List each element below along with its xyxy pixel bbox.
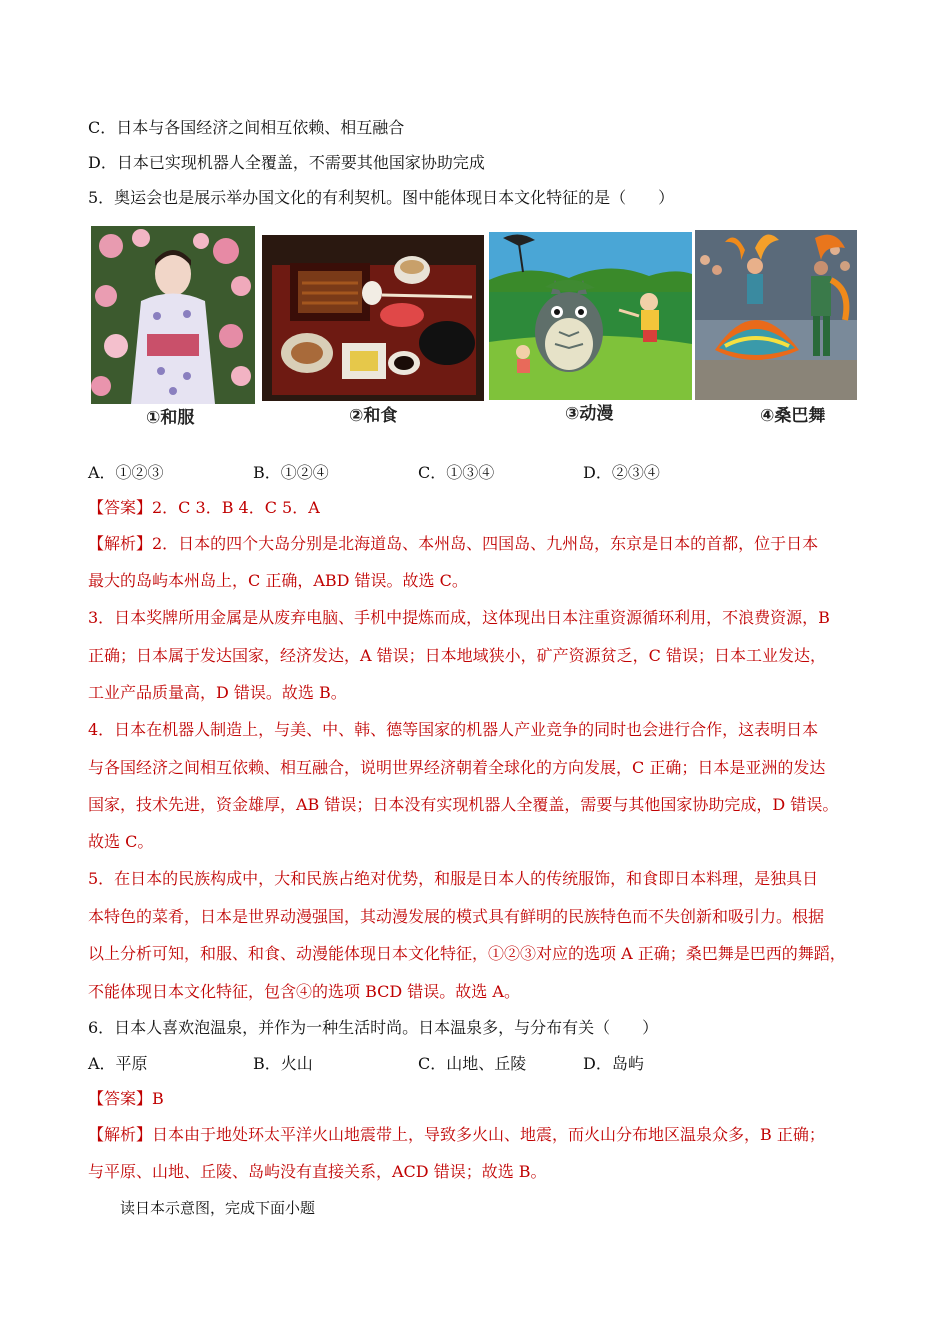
- q6-analysis-line-1: 【解析】日本由于地处环太平洋火山地震带上，导致多火山、地震，而火山分布地区温泉众多，B 正确；: [88, 1125, 825, 1144]
- q6-analysis-line-2: 与平原、山地、丘陵、岛屿没有直接关系，ACD 错误；故选 B。: [88, 1162, 547, 1181]
- q6-stem: 6．日本人喜欢泡温泉，并作为一种生活时尚。日本温泉多，与分布有关（ ）: [88, 1018, 659, 1037]
- analysis-line-3: 3．日本奖牌所用金属是从废弃电脑、手机中提炼而成，这体现出日本注重资源循环利用，不浪费资源，B: [88, 608, 830, 627]
- samba-dancers-photo: [695, 230, 857, 400]
- analysis-line-6: 4．日本在机器人制造上，与美、中、韩、德等国家的机器人产业竞争的同时也会进行合作，这表明日本: [88, 720, 819, 739]
- analysis-line-9: 故选 C。: [88, 832, 154, 851]
- q4-option-d: D．日本已实现机器人全覆盖，不需要其他国家协助完成: [88, 153, 485, 172]
- analysis-line-1: 【解析】2．日本的四个大岛分别是北海道岛、本州岛、四国岛、九州岛，东京是日本的首都，位于日本: [88, 534, 819, 553]
- q6-answer: 【答案】B: [88, 1089, 164, 1108]
- q5-option-c: C．①③④: [418, 463, 495, 482]
- analysis-line-11: 本特色的菜肴，日本是世界动漫强国，其动漫发展的模式具有鲜明的民族特色而不失创新和吸引力。根据: [88, 907, 825, 926]
- q6-option-b: B．火山: [253, 1054, 313, 1073]
- q5-stem: 5．奥运会也是展示举办国文化的有利契机。图中能体现日本文化特征的是（ ）: [88, 188, 675, 207]
- analysis-line-5: 工业产品质量高，D 错误。故选 B。: [88, 683, 347, 702]
- q6-option-a: A．平原: [88, 1054, 148, 1073]
- q6-option-c: C．山地、丘陵: [418, 1054, 527, 1073]
- analysis-line-10: 5．在日本的民族构成中，大和民族占绝对优势，和服是日本人的传统服饰，和食即日本料理，是独具日: [88, 869, 819, 888]
- q6-option-d: D．岛屿: [583, 1054, 644, 1073]
- answer-line: 【答案】2．C 3．B 4．C 5．A: [88, 498, 320, 517]
- q5-caption-3: ③动漫: [565, 404, 614, 424]
- kimono-photo: [91, 226, 255, 404]
- washoku-photo: [262, 235, 484, 401]
- q5-option-d: D．②③④: [583, 463, 660, 482]
- next-section-instruction: 读日本示意图，完成下面小题: [120, 1199, 316, 1217]
- q5-option-b: B．①②④: [253, 463, 329, 482]
- q5-option-a: A．①②③: [88, 463, 164, 482]
- analysis-line-7: 与各国经济之间相互依赖、相互融合，说明世界经济朝着全球化的方向发展，C 正确；日本是亚洲的发达: [88, 758, 826, 777]
- analysis-line-12: 以上分析可知，和服、和食、动漫能体现日本文化特征，①②③对应的选项 A 正确；桑巴舞是巴西的舞蹈，: [88, 944, 846, 963]
- analysis-line-8: 国家，技术先进，资金雄厚，AB 错误；日本没有实现机器人全覆盖，需要与其他国家协助完成，D 错误。: [88, 795, 839, 814]
- q5-caption-1: ①和服: [146, 408, 195, 428]
- analysis-line-13: 不能体现日本文化特征，包含④的选项 BCD 错误。故选 A。: [88, 982, 520, 1001]
- q5-caption-4: ④桑巴舞: [760, 406, 826, 426]
- analysis-line-4: 正确；日本属于发达国家，经济发达，A 错误；日本地域狭小，矿产资源贫乏，C 错误；日本工业发达，: [88, 646, 826, 665]
- q5-caption-2: ②和食: [349, 406, 398, 426]
- anime-totoro-picture: [489, 232, 692, 400]
- q4-option-c: C．日本与各国经济之间相互依赖、相互融合: [88, 118, 405, 137]
- analysis-line-2: 最大的岛屿本州岛上，C 正确，ABD 错误。故选 C。: [88, 571, 468, 590]
